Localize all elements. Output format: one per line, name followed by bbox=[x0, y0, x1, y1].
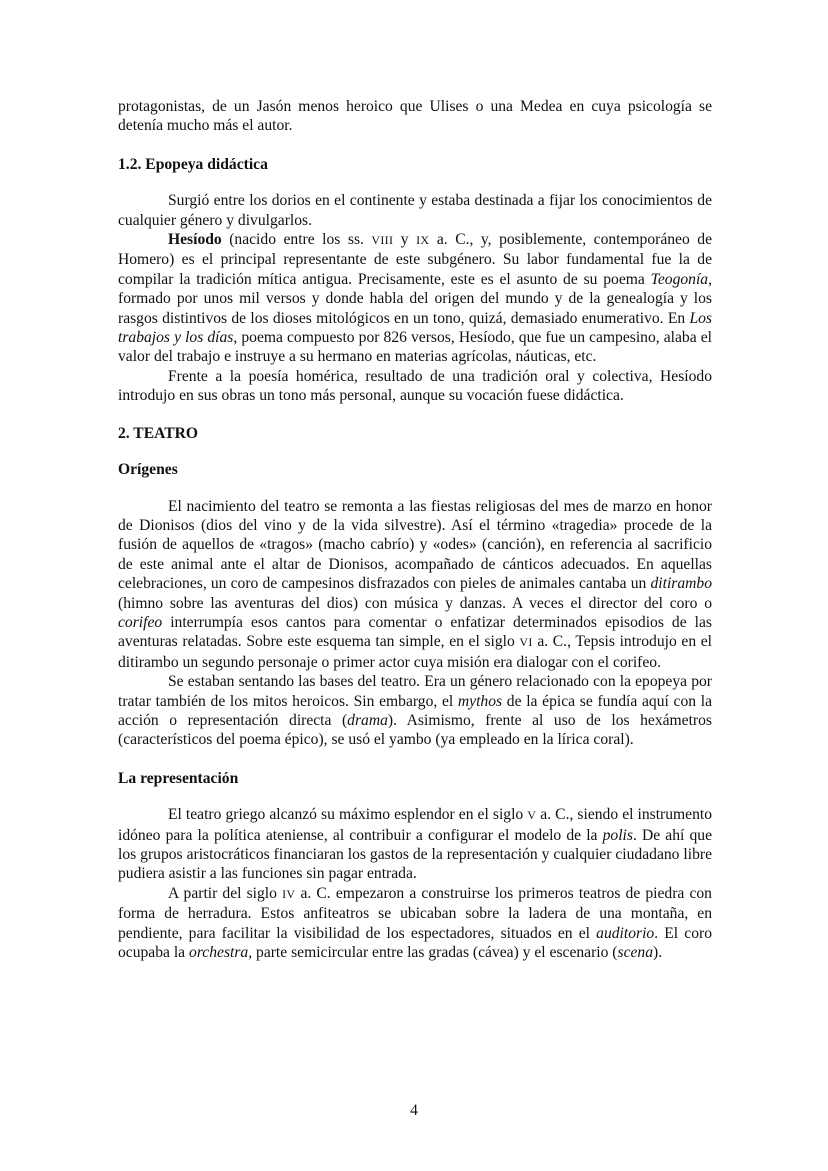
paragraph-epopeya-2: Hesíodo (nacido entre los ss. VIII y IX a. C., y, posiblemente, contemporáneo de Homero) es el principal representante de este subgénero. Su labor fundamental fue la de compilar la tradición mítica antigua. Precisamente, este es el asunto de su poema Teogonía, formado por unos mil versos y donde habla del origen del mundo y de la genealogía y los rasgos distintivos de los dioses mitológicos en un tono, quizá, demasiado enumerativo. En Los trabajos y los días, poema compuesto por 826 versos, Hesíodo, que fue un campesino, alaba el valor del trabajo e instruye a su hermano en materias agrícolas, náuticas, etc. bbox=[118, 231, 712, 366]
paragraph-representacion-1: El teatro griego alcanzó su máximo esplendor en el siglo V a. C., siendo el instrumento idóneo para la política ateniense, al contribuir a configurar el modelo de la polis. De ahí que los grupos aristocráticos financiaran los gastos de la representación y cualquier ciudadano libre pudiera asistir a las funciones sin pagar entrada. bbox=[118, 806, 712, 883]
paragraph-representacion-2: A partir del siglo IV a. C. empezaron a construirse los primeros teatros de piedra con forma de herradura. Estos anfiteatros se ubicaban sobre la ladera de una montaña, en pendiente, para facilitar la visibilidad de los espectadores, situados en el auditorio. El coro ocupaba la orchestra, parte semicircular entre las gradas (cávea) y el escenario (scena). bbox=[118, 884, 712, 962]
paragraph-epopeya-1: Surgió entre los dorios en el continente y estaba destinada a fijar los conocimientos de cualquier género y divulgarlos. bbox=[118, 192, 712, 229]
section-heading-epopeya-didactica: 1.2. Epopeya didáctica bbox=[118, 155, 268, 173]
subsection-heading-origenes: Orígenes bbox=[118, 461, 178, 479]
italic-title-teogonia: Teogonía bbox=[650, 270, 709, 288]
paragraph-origenes-1: El nacimiento del teatro se remonta a las fiestas religiosas del mes de marzo en honor de Dionisos (dios del vino y de la vida silvestre). Así el término «tragedia» procede de la fusión de aquellos de «tragos» (macho cabrío) y «odes» (canción), en referencia al sacrificio de este animal ante el altar de Dionisos, acompañado de cánticos adecuados. En aquellas celebraciones, un coro de campesinos disfrazados con pieles de animales cantaba un ditirambo (himno sobre las aventuras del dios) con música y danzas. A veces el director del coro o corifeo interrumpía esos cantos para comentar o enfatizar determinados episodios de las aventuras relatadas. Sobre este esquema tan simple, en el siglo VI a. C., Tepsis introdujo en el ditirambo un segundo personaje o primer actor cuya misión era dialogar con el corifeo. bbox=[118, 497, 713, 671]
paragraph-epopeya-3: Frente a la poesía homérica, resultado de una tradición oral y colectiva, Hesíodo introdujo en sus obras un tono más personal, aunque su vocación fuese didáctica. bbox=[118, 367, 712, 405]
subsection-heading-representacion: La representación bbox=[118, 769, 239, 787]
document-page bbox=[118, 97, 712, 962]
bold-name-hesiodo: Hesíodo bbox=[168, 231, 222, 249]
section-heading-teatro: 2. TEATRO bbox=[118, 424, 199, 442]
paragraph-origenes-2: Se estaban sentando las bases del teatro. Era un género relacionado con la epopeya por tratar también de los mitos heroicos. Sin embargo, el mythos de la épica se fundía aquí con la acción o representación directa (drama). Asimismo, frente al uso de los hexámetros (característicos del poema épico), se usó el yambo (ya empleado en la lírica coral). bbox=[118, 673, 712, 749]
italic-title-trabajos: Los trabajos y los días bbox=[118, 309, 712, 347]
page-number: 4 bbox=[410, 1102, 418, 1119]
paragraph-continuation: protagonistas, de un Jasón menos heroico que Ulises o una Medea en cuya psicología se detenía mucho más el autor. bbox=[118, 98, 712, 135]
